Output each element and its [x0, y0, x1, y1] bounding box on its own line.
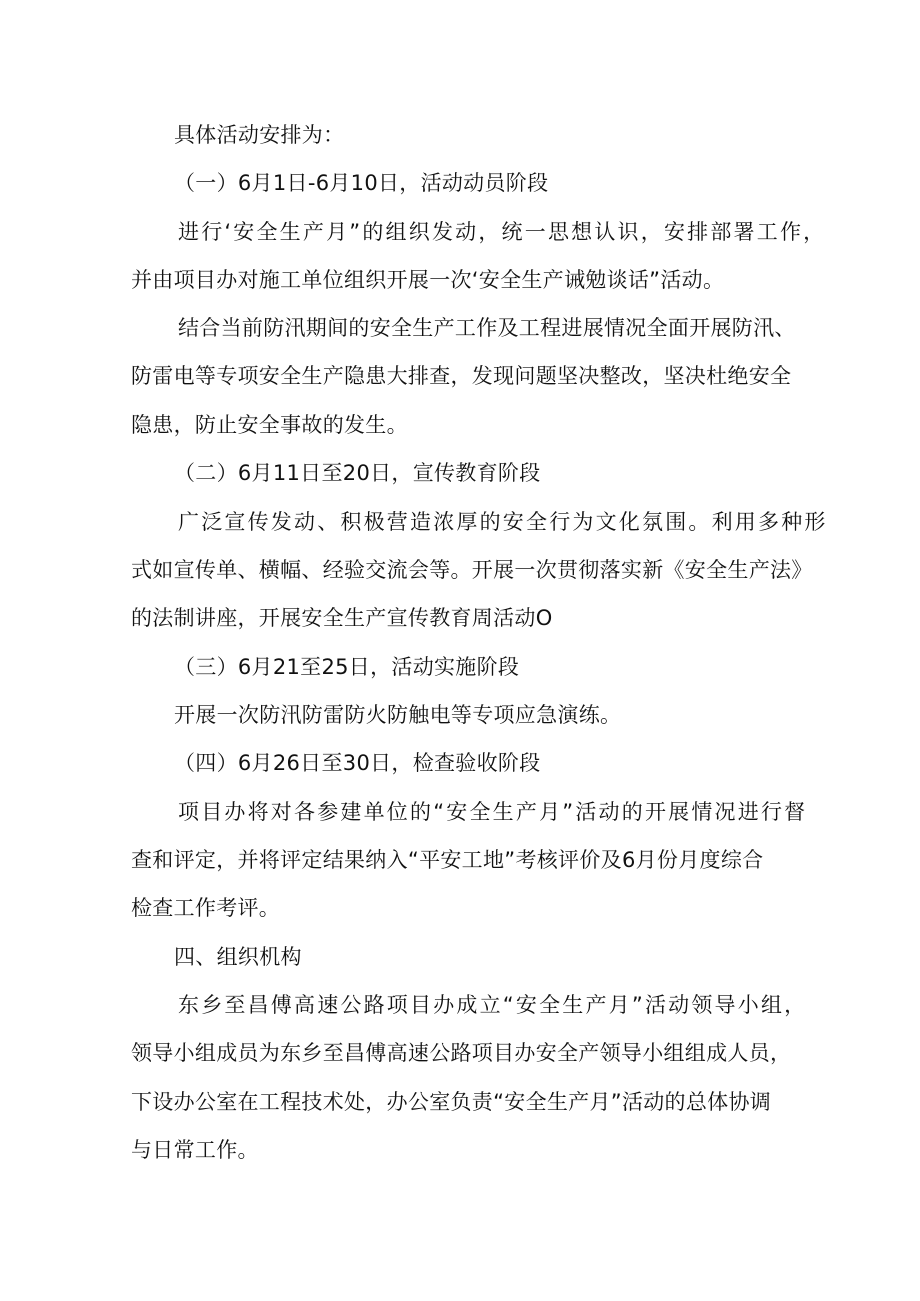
phase2-heading: （二）6月11日至20日，宣传教育阶段 [174, 461, 541, 485]
phase1-para1-line2: 并由项目办对施工单位组织开展一次‘安全生产诫勉谈话”活动。 [131, 268, 725, 292]
phase2-para-line3: 的法制讲座，开展安全生产宣传教育周活动O [131, 606, 553, 630]
phase1-para1-line1: 进行‘安全生产月”的组织发动，统一思想认识，安排部署工作， [178, 220, 827, 244]
section4-para-line1: 东乡至昌傅高速公路项目办成立“安全生产月”活动领导小组， [178, 993, 808, 1017]
section4-para-line2: 领导小组成员为东乡至昌傅高速公路项目办安全产领导小组组成人员， [131, 1041, 792, 1065]
phase4-heading: （四）6月26日至30日，检查验收阶段 [174, 751, 541, 775]
phase1-heading: （一）6月1日-6月10日，活动动员阶段 [174, 171, 549, 195]
phase4-para-line3: 检查工作考评。 [131, 896, 281, 920]
section4-para-line4: 与日常工作。 [131, 1138, 259, 1162]
phase3-heading: （三）6月21至25日，活动实施阶段 [174, 655, 520, 679]
phase1-para2-line3: 隐患，防止安全事故的发生。 [131, 413, 408, 437]
phase4-para-line2: 查和评定，并将评定结果纳入“平安工地”考核评价及6月份月度综合 [131, 848, 764, 872]
phase1-para2-line1: 结合当前防汛期间的安全生产工作及工程进展情况全面开展防汛、 [178, 316, 796, 340]
phase4-para-line1: 项目办将对各参建单位的“安全生产月”活动的开展情况进行督 [178, 800, 808, 824]
phase2-para-line2: 式如宣传单、横幅、经验交流会等。开展一次贯彻落实新《安全生产法》 [131, 558, 813, 582]
phase3-para-line1: 开展一次防汛防雷防火防触电等专项应急演练。 [174, 703, 622, 727]
section4-para-line3: 下设办公室在工程技术处，办公室负责“安全生产月”活动的总体协调 [131, 1090, 772, 1114]
phase1-para2-line2: 防雷电等专项安全生产隐患大排查，发现问题坚决整改，坚决杜绝安全 [131, 364, 792, 388]
section4-heading: 四、组织机构 [174, 945, 302, 969]
intro-line: 具体活动安排为： [174, 123, 345, 147]
phase2-para-line1: 广泛宣传发动、积极营造浓厚的安全行为文化氛围。利用多种形 [178, 510, 828, 534]
